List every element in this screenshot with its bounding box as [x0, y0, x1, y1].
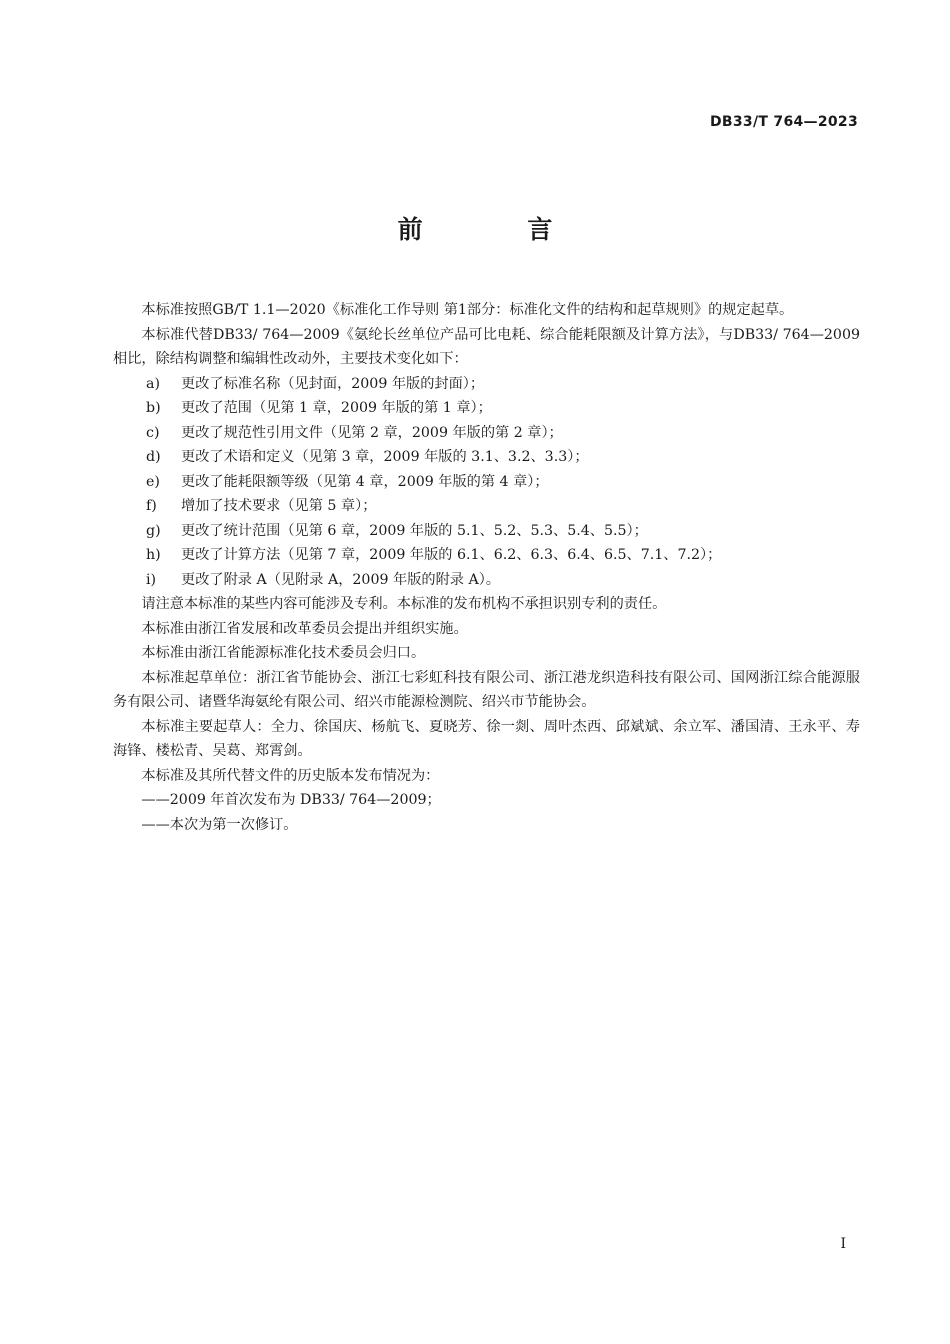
list-item — [113, 568, 860, 593]
list-item-text: 更改了统计范围（见第 6 章，2009 年版的 5.1、5.2、5.3、5.4、5.5）； — [181, 522, 648, 539]
proposer-paragraph: 本标准由浙江省发展和改革委员会提出并组织实施。 — [141, 620, 468, 637]
drafting-basis-paragraph: 本标准按照GB/T 1.1—2020《标准化工作导则 第1部分：标准化文件的结构和起草规则》的规定起草。 — [141, 302, 794, 318]
page-number: I — [840, 1236, 846, 1252]
list-item-text: 更改了规范性引用文件（见第 2 章，2009 年版的第 2 章）； — [181, 424, 563, 441]
replacement-paragraph: 本标准代替DB33/ 764—2009《氨纶长丝单位产品可比电耗、综合能耗限额及计算方法》，与DB33/ 764—2009相比，除结构调整和编辑性改动外，主要技术变化如下： — [113, 326, 860, 367]
list-item-label: c) — [146, 424, 160, 441]
patent-notice-paragraph: 请注意本标准的某些内容可能涉及专利。本标准的发布机构不承担识别专利的责任。 — [141, 596, 667, 612]
list-item — [113, 372, 860, 397]
list-item-text: 更改了附录 A（见附录 A，2009 年版的附录 A）。 — [181, 571, 500, 588]
technical-committee-paragraph: 本标准由浙江省能源标准化技术委员会归口。 — [141, 645, 426, 661]
list-item-text: 更改了计算方法（见第 7 章，2009 年版的 6.1、6.2、6.3、6.4、6.5、7.1、7.2）； — [181, 547, 722, 563]
list-item-text: 增加了技术要求（见第 5 章）； — [181, 498, 377, 514]
list-item — [113, 421, 860, 446]
list-item — [113, 543, 860, 568]
document-code: DB33/T 764—2023 — [710, 114, 858, 130]
drafters-paragraph: 本标准主要起草人：全力、徐国庆、杨航飞、夏晓芳、徐一剡、周叶杰西、邱斌斌、余立军、潘国清、王永平、寿海锋、楼松青、吴葛、郑霄剑。 — [113, 718, 860, 759]
list-item-text: 更改了标准名称（见封面，2009 年版的封面）； — [181, 375, 485, 392]
list-item-label: i) — [146, 571, 157, 588]
list-item-label: f) — [146, 498, 157, 514]
history-item: ——本次为第一次修订。 — [141, 816, 298, 833]
list-item-label: b) — [146, 400, 161, 416]
list-item-label: g) — [146, 522, 161, 539]
changes-list — [113, 372, 860, 593]
list-item — [113, 519, 860, 544]
list-item-text: 更改了范围（见第 1 章，2009 年版的第 1 章）； — [181, 400, 492, 416]
list-item-label: h) — [146, 547, 161, 563]
history-item: ——2009 年首次发布为 DB33/ 764—2009； — [141, 792, 441, 808]
list-item-label: a) — [146, 375, 160, 392]
list-item-text: 更改了术语和定义（见第 3 章，2009 年版的 3.1、3.2、3.3）； — [181, 449, 589, 465]
list-item-text: 更改了能耗限额等级（见第 4 章，2009 年版的第 4 章）； — [181, 473, 549, 490]
history-intro-paragraph: 本标准及其所代替文件的历史版本发布情况为： — [141, 767, 440, 784]
list-item — [113, 396, 860, 421]
list-item — [113, 445, 860, 470]
page-title: 前 言 — [397, 215, 601, 244]
list-item — [113, 470, 860, 495]
list-item — [113, 494, 860, 519]
foreword-body — [113, 298, 860, 837]
list-item-label: e) — [146, 473, 160, 490]
drafting-units-paragraph: 本标准起草单位：浙江省节能协会、浙江七彩虹科技有限公司、浙江港龙织造科技有限公司、国网浙江综合能源服务有限公司、诸暨华海氨纶有限公司、绍兴市能源检测院、绍兴市节能协会。 — [113, 669, 860, 710]
list-item-label: d) — [146, 449, 161, 465]
